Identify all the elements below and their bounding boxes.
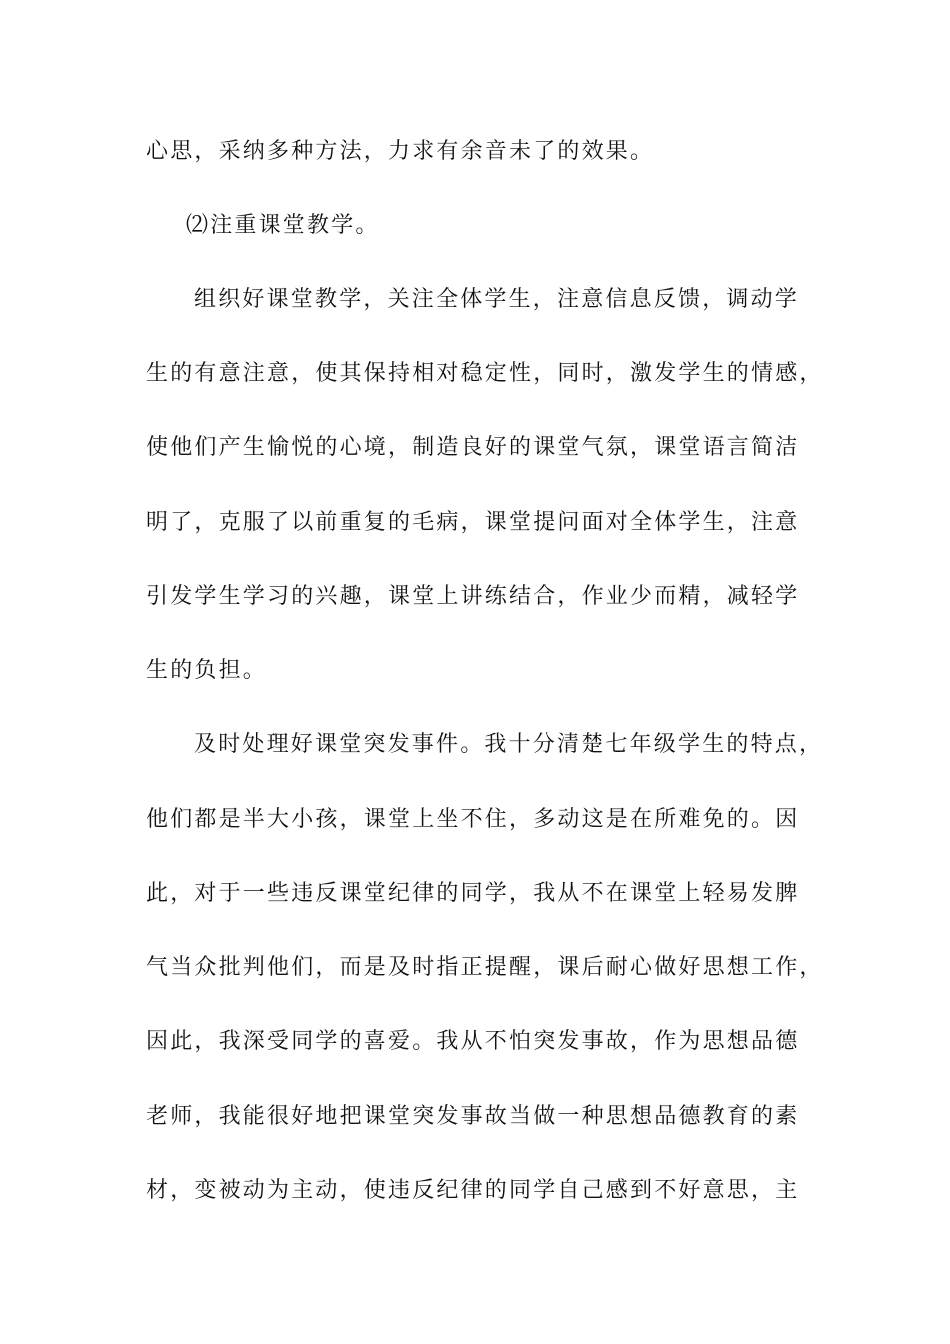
text-line-10: 他们都是半大小孩，课堂上坐不住，多动这是在所难免的。因: [146, 807, 800, 832]
text-line-7: 引发学生学习的兴趣，课堂上讲练结合，作业少而精，减轻学: [146, 584, 800, 609]
text-line-11: 此，对于一些违反课堂纪律的同学，我从不在课堂上轻易发脾: [146, 881, 800, 906]
text-line-13: 因此，我深受同学的喜爱。我从不怕突发事故，作为思想品德: [146, 1029, 800, 1054]
section-heading: ⑵注重课堂教学。: [186, 213, 380, 238]
text-line-3: 组织好课堂教学，关注全体学生，注意信息反馈，调动学: [194, 287, 800, 312]
text-line-12: 气当众批判他们，而是及时指正提醒，课后耐心做好思想工作，: [146, 955, 824, 980]
text-line-6: 明了，克服了以前重复的毛病，课堂提问面对全体学生，注意: [146, 510, 800, 535]
text-line-4: 生的有意注意，使其保持相对稳定性，同时，激发学生的情感，: [146, 361, 824, 386]
text-line-8: 生的负担。: [146, 658, 268, 683]
text-line-15: 材，变被动为主动，使违反纪律的同学自己感到不好意思，主: [146, 1178, 800, 1203]
text-line-5: 使他们产生愉悦的心境，制造良好的课堂气氛，课堂语言简洁: [146, 435, 800, 460]
text-line-1: 心思，采纳多种方法，力求有余音未了的效果。: [146, 139, 655, 164]
text-line-14: 老师，我能很好地把课堂突发事故当做一种思想品德教育的素: [146, 1104, 800, 1129]
text-line-9: 及时处理好课堂突发事件。我十分清楚七年级学生的特点，: [194, 732, 824, 757]
